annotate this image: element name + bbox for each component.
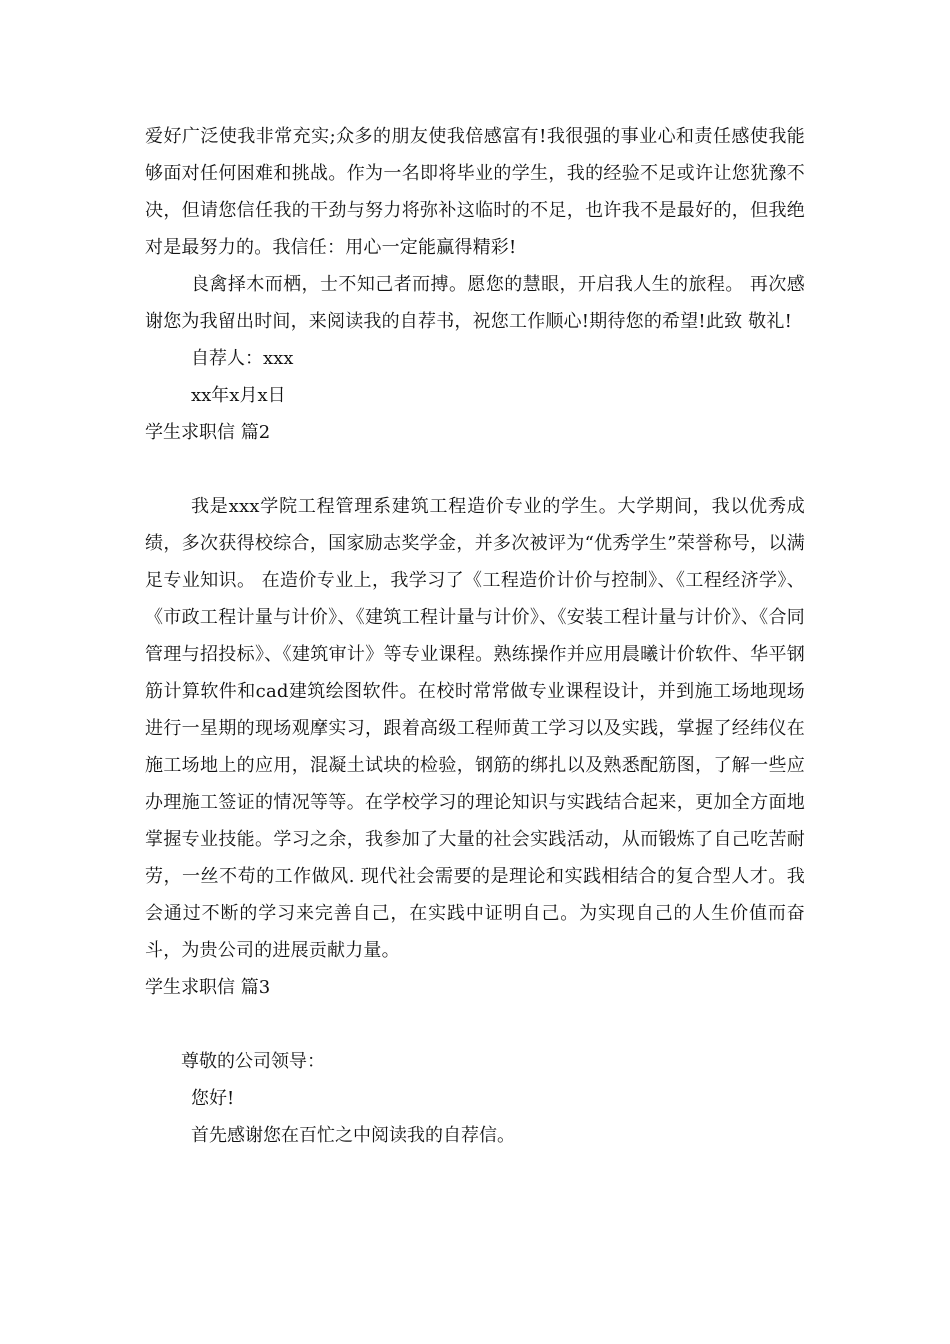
- salutation: 尊敬的公司领导：: [181, 1051, 325, 1072]
- spacer: [145, 451, 805, 488]
- section-heading-3: 学生求职信 篇3: [145, 977, 271, 998]
- paragraph-letter-3-opening: 首先感谢您在百忙之中阅读我的自荐信。: [191, 1125, 515, 1146]
- spacer: [145, 1006, 805, 1043]
- signature-name: 自荐人：xxx: [191, 348, 294, 369]
- signature-date: xx年x月x日: [191, 385, 286, 406]
- paragraph-intro-continued: 爱好广泛使我非常充实;众多的朋友使我倍感富有!我很强的事业心和责任感使我能够面对任何困难和挑战。作为一名即将毕业的学生，我的经验不足或许让您犹豫不决，但请您信任我的干劲与努力将弥补这临时的不足，也许我不是最好的，但我绝对是最努力的。我信任：用心一定能赢得精彩!: [145, 126, 805, 258]
- paragraph-closing: 良禽择木而栖，士不知己者而搏。愿您的慧眼，开启我人生的旅程。 再次感谢您为我留出时间，来阅读我的自荐书，祝您工作顺心!期待您的希望!此致 敬礼!: [145, 274, 805, 332]
- paragraph-letter-2: 我是xxx学院工程管理系建筑工程造价专业的学生。大学期间，我以优秀成绩，多次获得校综合，国家励志奖学金，并多次被评为“优秀学生”荣誉称号，以满足专业知识。 在造价专业上，我学习了《工程造价计价与控制》、《工程经济学》、《市政工程计量与计价》、《建筑工程计量与计价》、《安装工程计量与计价》、《合同管理与招投标》、《建筑审计》等专业课程。熟练操作并应用晨曦计价软件、华平钢筋计算软件和cad建筑绘图软件。在校时常常做专业课程设计，并到施工场地现场进行一星期的现场观摩实习，跟着高级工程师黄工学习以及实践，掌握了经纬仪在施工场地上的应用，混凝土试块的检验，钢筋的绑扎以及熟悉配筋图，了解一些应办理施工签证的情况等等。在学校学习的理论知识与实践结合起来，更加全方面地掌握专业技能。学习之余，我参加了大量的社会实践活动，从而锻炼了自己吃苦耐劳，一丝不苟的工作做风. 现代社会需要的是理论和实践相结合的复合型人才。我会通过不断的学习来完善自己，在实践中证明自己。为实现自己的人生价值而奋斗，为贵公司的进展贡献力量。: [145, 496, 805, 961]
- document-body: [145, 118, 805, 1154]
- section-heading-2: 学生求职信 篇2: [145, 422, 271, 443]
- greeting: 您好!: [191, 1088, 235, 1109]
